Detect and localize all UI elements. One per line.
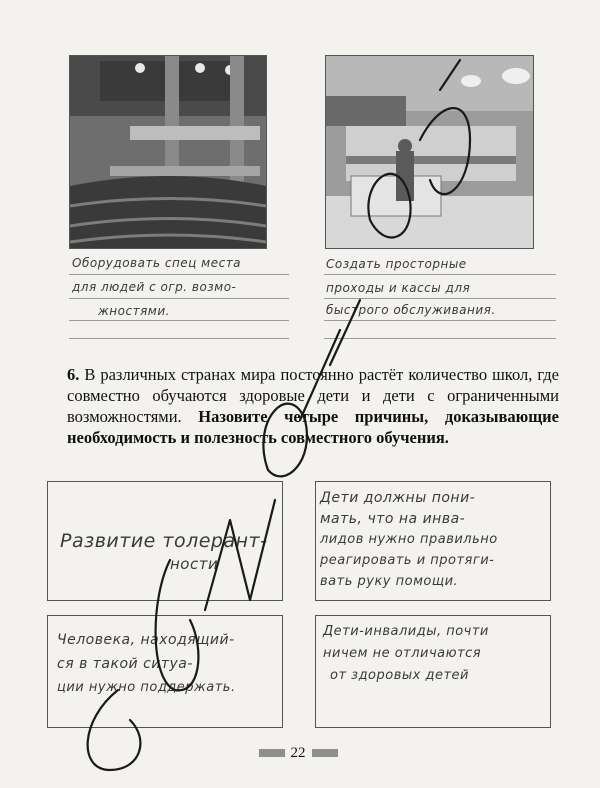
page-number	[258, 745, 338, 761]
box-top-right-line-3: лидов нужно правильно	[320, 532, 498, 547]
answer-left-line-2: для людей с огр. возмо-	[72, 280, 237, 294]
box-top-right-line-4: реагировать и протяги-	[320, 553, 495, 568]
box-bottom-right-line-2: ничем не отличаются	[323, 646, 482, 661]
page-number-bar-left	[259, 749, 285, 757]
answer-right-rule-2	[324, 298, 556, 299]
box-bottom-right-line-3: от здоровых детей	[330, 668, 469, 683]
box-top-left-line-2: ности	[170, 555, 219, 573]
answer-right-line-2: проходы и кассы для	[326, 281, 471, 295]
supermarket-photo	[325, 55, 534, 249]
box-bottom-left-line-1: Человека, находящий-	[57, 632, 235, 648]
task-instruction: Назовите четыре причины, доказывающие необходимость и полезность совместного обучения.	[67, 407, 559, 447]
answer-left-rule-3	[69, 320, 289, 321]
task-text: В различных странах мира постоянно растёт количество школ, где совместно обучаются здоровые дети и дети с ограниченными возможностями.	[67, 365, 559, 426]
answer-left-line-1: Оборудовать спец места	[72, 256, 242, 270]
answer-left-rule-4	[69, 338, 289, 339]
box-top-right-line-2: мать, что на инва-	[320, 511, 466, 527]
box-top-left-line-1: Развитие толерант-	[60, 530, 268, 552]
answer-right-rule-4	[324, 338, 556, 339]
box-top-right-line-1: Дети должны пони-	[320, 490, 476, 506]
box-bottom-left-line-2: ся в такой ситуа-	[57, 656, 193, 672]
box-top-right-line-5: вать руку помощи.	[320, 574, 459, 589]
answer-right-line-1: Создать просторные	[326, 257, 467, 271]
answer-right-line-3: быстрого обслуживания.	[326, 303, 496, 317]
task-6	[67, 364, 559, 448]
answer-left-line-3: жностями.	[98, 304, 170, 318]
task-number: 6.	[67, 365, 80, 384]
page-number-bar-right	[312, 749, 338, 757]
supermarket-image	[326, 56, 533, 248]
theatre-photo	[69, 55, 267, 249]
page-number-text: 22	[290, 744, 306, 761]
box-bottom-right-line-1: Дети-инвалиды, почти	[323, 624, 489, 639]
theatre-image	[70, 56, 266, 248]
answer-right-rule-1	[324, 274, 556, 275]
answer-left-rule-1	[69, 274, 289, 275]
answer-right-rule-3	[324, 320, 556, 321]
box-bottom-left-line-3: ции нужно поддержать.	[57, 680, 236, 695]
answer-left-rule-2	[69, 298, 289, 299]
